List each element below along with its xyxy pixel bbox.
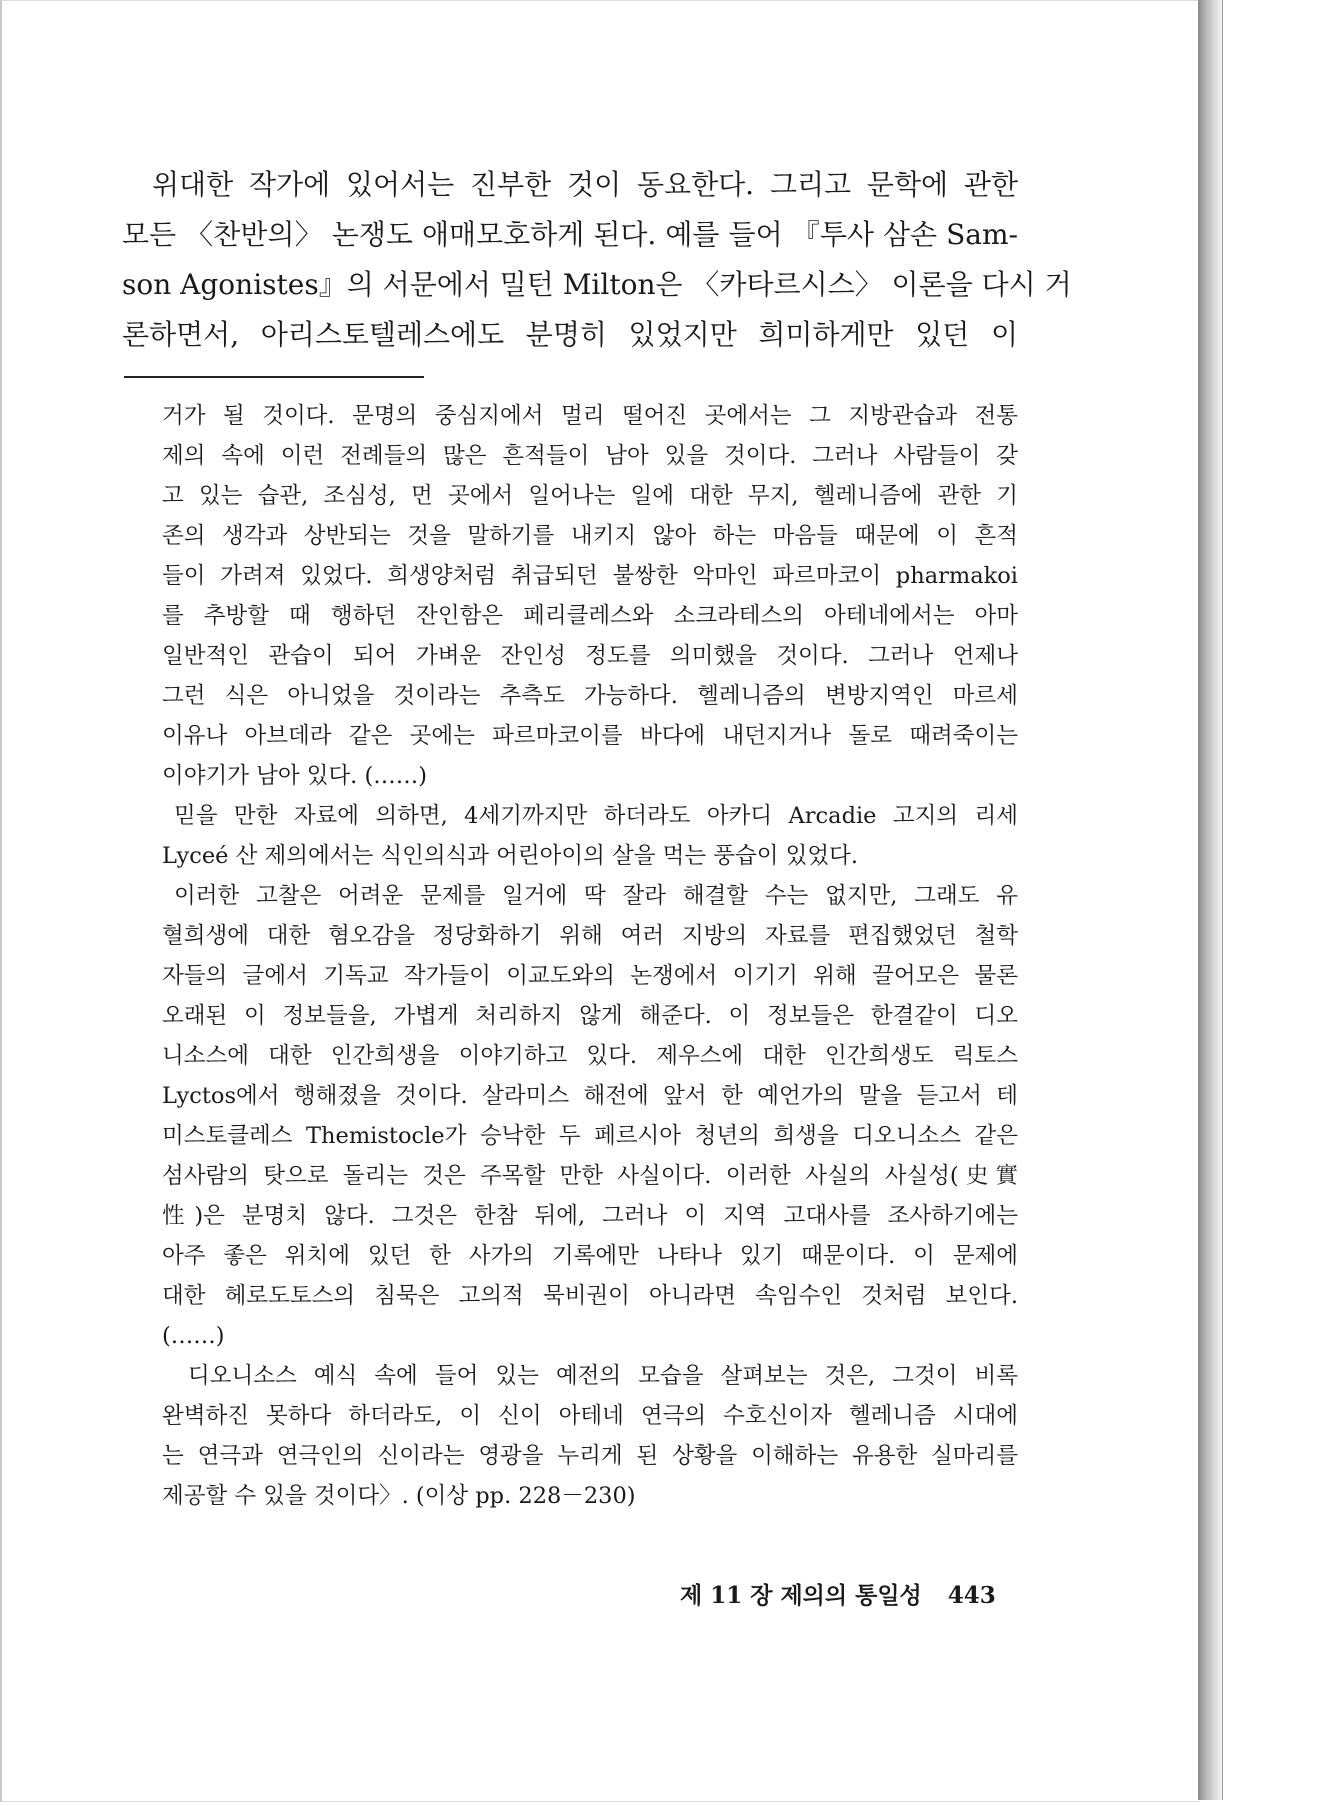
footnote-line: Lyctos에서 행해졌을 것이다. 살라미스 해전에 앞서 한 예언가의 말을 듣고서 테	[162, 1083, 1018, 1109]
footnote-line: 를 추방할 때 행하던 잔인함은 페리클레스와 소크라테스의 아테네에서는 아마	[162, 603, 1018, 629]
footnote-line: 이러한 고찰은 어려운 문제를 일거에 딱 잘라 해결할 수는 없지만, 그래도 유	[174, 883, 1018, 909]
page-edge	[1198, 0, 1223, 1800]
footnote-line: 완벽하진 못하다 하더라도, 이 신이 아테네 연극의 수호신이자 헬레니즘 시대에	[162, 1403, 1018, 1429]
footnote-line: 그런 식은 아니었을 것이라는 추측도 가능하다. 헬레니즘의 변방지역인 마르세	[162, 683, 1018, 709]
main-line: 위대한 작가에 있어서는 진부한 것이 동요한다. 그리고 문학에 관한	[152, 168, 1018, 201]
footnote-line: 일반적인 관습이 되어 가벼운 잔인성 정도를 의미했을 것이다. 그러나 언제나	[162, 643, 1018, 669]
footnote-line: 제공할 수 있을 것이다〉. (이상 pp. 228－230)	[162, 1483, 636, 1509]
footnote-line: 존의 생각과 상반되는 것을 말하기를 내키지 않아 하는 마음들 때문에 이 흔적	[162, 523, 1018, 549]
footnote-line: 미스토클레스 Themistocle가 승낙한 두 페르시아 청년의 희생을 디오니소스 같은	[162, 1123, 1018, 1149]
footnote-line: 이야기가 남아 있다. (……)	[162, 763, 428, 789]
footnote-line: 거가 될 것이다. 문명의 중심지에서 멀리 떨어진 곳에서는 그 지방관습과 전통	[162, 403, 1018, 429]
footnote-line: 섬사람의 탓으로 돌리는 것은 주목할 만한 사실이다. 이러한 사실의 사실성(史實	[162, 1163, 1018, 1189]
footnote-line: 니소스에 대한 인간희생을 이야기하고 있다. 제우스에 대한 인간희생도 릭토스	[162, 1043, 1018, 1069]
main-line: son Agonistes』의 서문에서 밀턴 Milton은 〈카타르시스〉 이론을 다시 거	[122, 268, 1072, 301]
page-number: 443	[947, 1582, 996, 1609]
footnote-line: 들이 가려져 있었다. 희생양처럼 취급되던 불쌍한 악마인 파르마코이 pharmakoi	[162, 563, 1018, 589]
main-paragraph	[122, 160, 1072, 360]
footnote-line: 이유나 아브데라 같은 곳에는 파르마코이를 바다에 내던지거나 돌로 때려죽이는	[162, 723, 1018, 749]
footnote-line: 디오니소스 예식 속에 들어 있는 예전의 모습을 살펴보는 것은, 그것이 비록	[188, 1363, 1018, 1389]
footnote-line: 아주 좋은 위치에 있던 한 사가의 기록에만 나타나 있기 때문이다. 이 문제에	[162, 1243, 1018, 1269]
footnote-line: 는 연극과 연극인의 신이라는 영광을 누리게 된 상황을 이해하는 유용한 실마리를	[162, 1443, 1018, 1469]
footnote-separator	[124, 376, 424, 378]
chapter-title: 제 11 장 제의의 통일성	[680, 1582, 922, 1609]
footnote-block	[162, 396, 1018, 1516]
main-line: 모든 〈찬반의〉 논쟁도 애매모호하게 된다. 예를 들어 『투사 삼손 Sam-	[122, 218, 1018, 251]
footnote-line: 대한 헤로도토스의 침묵은 고의적 묵비권이 아니라면 속임수인 것처럼 보인다.	[162, 1283, 1018, 1309]
footnote-line: 고 있는 습관, 조심성, 먼 곳에서 일어나는 일에 대한 무지, 헬레니즘에 관한 기	[162, 483, 1018, 509]
footnote-line: (……)	[162, 1323, 225, 1349]
footnote-line: 제의 속에 이런 전례들의 많은 흔적들이 남아 있을 것이다. 그러나 사람들이 갖	[162, 443, 1018, 469]
footnote-line: 오래된 이 정보들을, 가볍게 처리하지 않게 해준다. 이 정보들은 한결같이 디오	[162, 1003, 1018, 1029]
footnote-line: 자들의 글에서 기독교 작가들이 이교도와의 논쟁에서 이기기 위해 끌어모은 물론	[162, 963, 1018, 989]
main-line: 론하면서, 아리스토텔레스에도 분명히 있었지만 희미하게만 있던 이	[122, 318, 1018, 351]
footnote-line: 혈희생에 대한 혐오감을 정당화하기 위해 여러 지방의 자료를 편집했었던 철학	[162, 923, 1018, 949]
running-footer	[680, 1577, 1020, 1610]
footnote-line: Lyceé 산 제의에서는 식인의식과 어린아이의 살을 먹는 풍습이 있었다.	[162, 843, 858, 869]
footnote-line: 性)은 분명치 않다. 그것은 한참 뒤에, 그러나 이 지역 고대사를 조사하기에는	[162, 1203, 1018, 1229]
footnote-line: 믿을 만한 자료에 의하면, 4세기까지만 하더라도 아카디 Arcadie 고지의 리세	[174, 803, 1018, 829]
